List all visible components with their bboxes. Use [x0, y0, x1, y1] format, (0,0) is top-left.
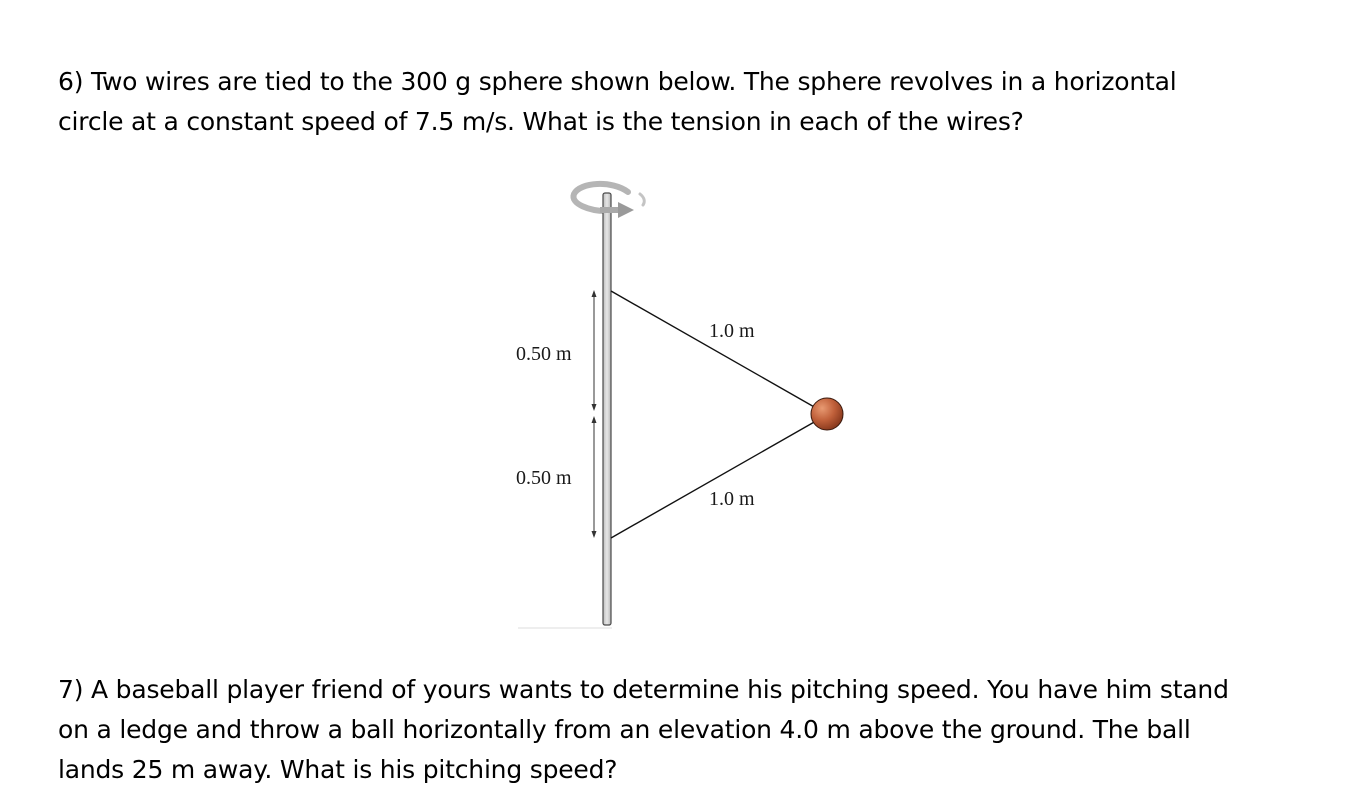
- lower-height-label: 0.50 m: [516, 467, 572, 489]
- lower-wire: [611, 421, 816, 538]
- upper-wire-length-label: 1.0 m: [709, 320, 755, 342]
- upper-height-dimension: [592, 290, 597, 411]
- upper-wire: [611, 291, 816, 408]
- problem-7-line-2: on a ledge and throw a ball horizontally from an elevation 4.0 m above the ground. The ball: [58, 715, 1191, 744]
- problem-6-line-2: circle at a constant speed of 7.5 m/s. What is the tension in each of the wires?: [58, 107, 1024, 136]
- lower-wire-length-label: 1.0 m: [709, 488, 755, 510]
- problem-6-line-1: 6) Two wires are tied to the 300 g sphere shown below. The sphere revolves in a horizontal: [58, 67, 1177, 96]
- problem-7-text: [58, 670, 1318, 790]
- upper-height-label: 0.50 m: [516, 343, 572, 365]
- vertical-pole: [603, 193, 611, 625]
- sphere: [811, 398, 843, 430]
- lower-height-dimension: [592, 416, 597, 538]
- problem-7-line-3: lands 25 m away. What is his pitching speed?: [58, 755, 618, 784]
- problem-7-line-1: 7) A baseball player friend of yours wants to determine his pitching speed. You have him stand: [58, 675, 1229, 704]
